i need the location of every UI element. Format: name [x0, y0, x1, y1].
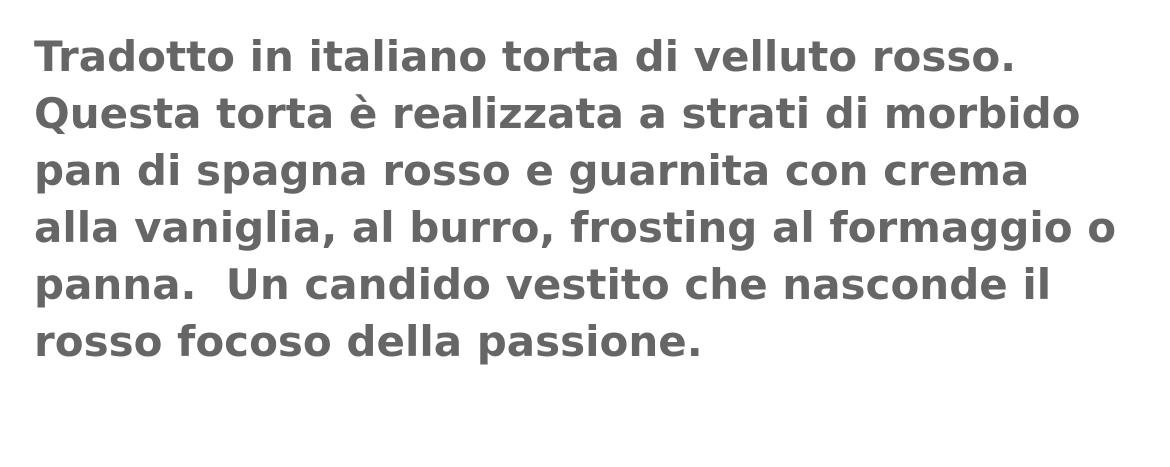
description-paragraph	[34, 28, 1144, 370]
paragraph-line: rosso focoso della passione.	[34, 317, 703, 366]
paragraph-line: panna. Un candido vestito che nasconde il	[34, 260, 1052, 309]
paragraph-line: pan di spagna rosso e guarnita con crema	[34, 146, 1030, 195]
paragraph-line: alla vaniglia, al burro, frosting al formaggio o	[34, 203, 1117, 252]
paragraph-line: Questa torta è realizzata a strati di morbido	[34, 89, 1081, 138]
paragraph-line: Tradotto in italiano torta di velluto rosso.	[34, 32, 1017, 81]
